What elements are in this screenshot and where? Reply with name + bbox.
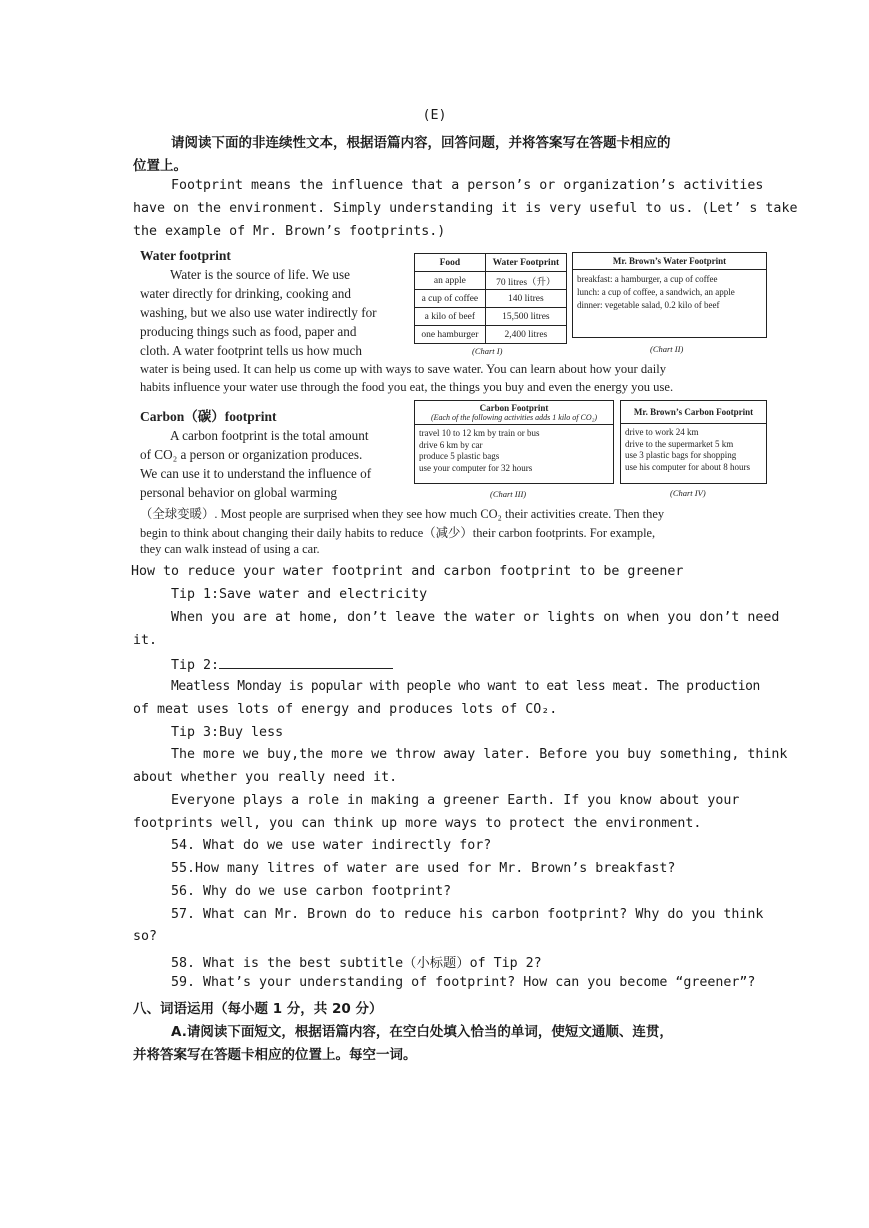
tip-1-text: When you are at home, don’t leave the water or lights on when you don’t need xyxy=(171,610,780,625)
chart-4-title: Mr. Brown’s Carbon Footprint xyxy=(621,401,766,424)
intro-line-3: the example of Mr. Brown’s footprints.) xyxy=(133,224,446,239)
article-image xyxy=(134,248,774,561)
instruction-line-2: 位置上。 xyxy=(133,158,187,174)
chart-4-line: use 3 plastic bags for shopping xyxy=(625,450,737,461)
chart-4-box xyxy=(620,400,767,484)
tip-3-text: about whether you really need it. xyxy=(133,770,398,785)
question-56: 56. Why do we use carbon footprint? xyxy=(171,884,452,899)
carbon-line: of CO₂ a person or organization produces. xyxy=(140,447,363,462)
section-a-line-2: 并将答案写在答题卡相应的位置上。每空一词。 xyxy=(133,1047,417,1063)
carbon-line: We can use it to understand the influence of xyxy=(140,466,372,481)
chart-1-cell: one hamburger xyxy=(415,326,486,344)
question-54: 54. What do we use water indirectly for? xyxy=(171,838,492,853)
water-line: washing, but we also use water indirectly for xyxy=(140,305,377,320)
chart-3-line: use your computer for 32 hours xyxy=(419,463,533,474)
chart-3-line: drive 6 km by car xyxy=(419,439,483,450)
closing-text: footprints well, you can think up more ways to protect the environment. xyxy=(133,816,702,831)
carbon-line: begin to think about changing their daily habits to reduce（减少）their carbon footprints. For example, xyxy=(140,526,656,540)
chart-4-line: drive to work 24 km xyxy=(625,427,699,437)
tip-2-label: Tip 2: xyxy=(171,658,220,673)
chart-2-title: Mr. Brown’s Water Footprint xyxy=(573,253,766,270)
water-line: Water is the source of life. We use xyxy=(170,267,350,282)
tip-1-label: Tip 1:Save water and electricity xyxy=(171,587,428,602)
chart-1-table xyxy=(414,253,567,344)
chart-1-cell: 140 litres xyxy=(485,290,566,308)
question-57: 57. What can Mr. Brown do to reduce his carbon footprint? Why do you think xyxy=(171,907,764,922)
chart-4-line: drive to the supermarket 5 km xyxy=(625,438,734,449)
carbon-line: personal behavior on global warming xyxy=(140,485,338,500)
tip-1-text: it. xyxy=(133,633,158,648)
instruction-line-1: 请阅读下面的非连续性文本，根据语篇内容，回答问题，并将答案写在答题卡相应的 xyxy=(171,135,671,151)
water-line: cloth. A water footprint tells us how much xyxy=(140,343,362,358)
tip-3-label: Tip 3:Buy less xyxy=(171,725,284,740)
question-59: 59. What’s your understanding of footprint? How can you become “greener”? xyxy=(171,975,756,990)
water-line: water directly for drinking, cooking and xyxy=(140,286,351,301)
chart-3-box xyxy=(414,400,614,484)
carbon-line: （全球变暖）. Most people are surprised when they see how much CO₂ their activities create. Then they xyxy=(140,507,665,521)
chart-3-subtitle: (Each of the following activities adds 1 kilo of CO₂) xyxy=(430,413,598,422)
chart-3-header xyxy=(415,401,613,425)
tip-2-line xyxy=(171,656,393,673)
chart-4-line: use his computer for about 8 hours xyxy=(625,462,750,473)
carbon-line: A carbon footprint is the total amount xyxy=(170,428,369,443)
tip-2-text: Meatless Monday is popular with people who want to eat less meat. The production xyxy=(171,679,760,694)
chart-2-line: dinner: vegetable salad, 0.2 kilo of beef xyxy=(577,300,720,311)
water-line: water is being used. It can help us come up with ways to save water. You can learn about how your daily xyxy=(140,362,667,376)
water-line: habits influence your water use through the food you eat, the things you buy and even the energy you use. xyxy=(140,380,674,394)
question-57-cont: so? xyxy=(133,929,158,944)
tip-2-text: of meat uses lots of energy and produces lots of CO₂. xyxy=(133,702,558,717)
section-a-line-1: A.请阅读下面短文，根据语篇内容，在空白处填入恰当的单词，使短文通顺、连贯， xyxy=(171,1024,673,1040)
chart-1-cell: an apple xyxy=(415,272,486,290)
chart-3-line: produce 5 plastic bags xyxy=(419,451,500,462)
chart-3-caption: (Chart III) xyxy=(490,489,527,499)
section-label: (E) xyxy=(422,108,447,123)
chart-1-cell: 2,400 litres xyxy=(485,326,566,344)
closing-text: Everyone plays a role in making a greener Earth. If you know about your xyxy=(171,793,740,808)
carbon-line: they can walk instead of using a car. xyxy=(140,542,320,556)
intro-line-1: Footprint means the influence that a person’s or organization’s activities xyxy=(171,178,764,193)
tips-title: How to reduce your water footprint and carbon footprint to be greener xyxy=(131,564,684,579)
water-line: producing things such as food, paper and xyxy=(140,324,357,339)
chart-1-header: Food xyxy=(415,254,486,272)
chart-2-line: breakfast: a hamburger, a cup of coffee xyxy=(577,274,718,284)
chart-1-header: Water Footprint xyxy=(485,254,566,272)
chart-1-cell: a cup of coffee xyxy=(415,290,486,308)
chart-1-cell: a kilo of beef xyxy=(415,308,486,326)
tip-3-text: The more we buy,the more we throw away later. Before you buy something, think xyxy=(171,747,788,762)
chart-1-caption: (Chart I) xyxy=(472,346,503,356)
chart-4-caption: (Chart IV) xyxy=(670,488,706,498)
carbon-footprint-heading: Carbon（碳）footprint xyxy=(140,409,277,424)
chart-2-caption: (Chart II) xyxy=(650,344,684,354)
question-58: 58. What is the best subtitle（小标题）of Tip 2? xyxy=(171,956,542,971)
chart-1-cell: 15,500 litres xyxy=(485,308,566,326)
section-8-title: 八、词语运用（每小题 1 分，共 20 分） xyxy=(133,1001,383,1017)
intro-line-2: have on the environment. Simply understanding it is very useful to us. (Let’ s take xyxy=(133,201,798,216)
water-footprint-heading: Water footprint xyxy=(140,248,231,263)
chart-1-cell: 70 litres（升） xyxy=(485,272,566,290)
chart-3-title: Carbon Footprint xyxy=(479,403,549,413)
tip-2-answer-blank[interactable] xyxy=(219,656,393,669)
chart-2-line: lunch: a cup of coffee, a sandwich, an apple xyxy=(577,287,735,298)
question-55: 55.How many litres of water are used for Mr. Brown’s breakfast? xyxy=(171,861,676,876)
chart-2-box xyxy=(572,252,767,338)
chart-3-line: travel 10 to 12 km by train or bus xyxy=(419,428,540,438)
